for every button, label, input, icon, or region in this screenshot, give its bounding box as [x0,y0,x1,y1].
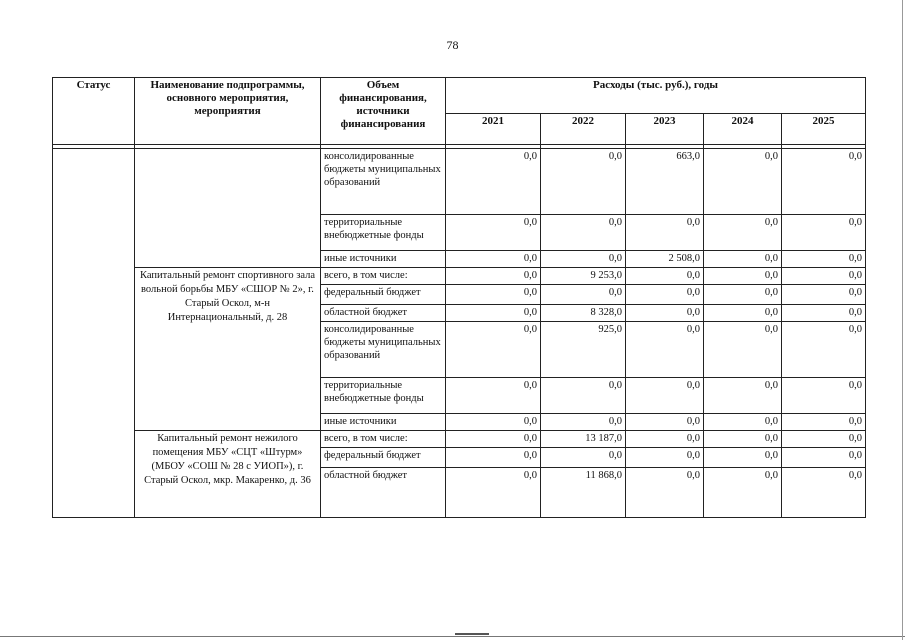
header-year: 2021 [446,114,541,145]
header-year: 2025 [782,114,866,145]
value-cell: 0,0 [782,149,866,215]
funding-source: консолидированные бюджеты муниципальных образований [321,322,446,378]
value-cell: 0,0 [626,322,704,378]
value-cell: 925,0 [541,322,626,378]
value-cell: 0,0 [626,305,704,322]
value-cell: 0,0 [541,285,626,305]
table-row [53,431,866,448]
funding-source: областной бюджет [321,305,446,322]
activity-name: Капитальный ремонт спортивного зала вольной борьбы МБУ «СШОР № 2», г. Старый Оскол, м-н Интернациональный, д. 28 [135,268,321,431]
value-cell: 0,0 [704,149,782,215]
value-cell: 9 253,0 [541,268,626,285]
funding-source: консолидированные бюджеты муниципальных образований [321,149,446,215]
value-cell: 0,0 [704,468,782,518]
value-cell: 0,0 [704,251,782,268]
value-cell: 0,0 [782,268,866,285]
value-cell: 0,0 [782,215,866,251]
value-cell: 0,0 [782,285,866,305]
value-cell: 0,0 [704,285,782,305]
funding-source: иные источники [321,251,446,268]
funding-source: федеральный бюджет [321,448,446,468]
value-cell: 0,0 [626,448,704,468]
value-cell: 0,0 [541,149,626,215]
value-cell: 0,0 [782,468,866,518]
value-cell: 0,0 [782,322,866,378]
value-cell: 0,0 [626,414,704,431]
header-year: 2024 [704,114,782,145]
value-cell: 0,0 [446,285,541,305]
header-name: Наименование подпрограммы, основного мероприятия, мероприятия [135,78,321,145]
value-cell: 8 328,0 [541,305,626,322]
value-cell: 0,0 [782,414,866,431]
funding-source: территориальные внебюджетные фонды [321,378,446,414]
value-cell: 0,0 [541,414,626,431]
funding-table [52,77,866,518]
value-cell: 0,0 [446,268,541,285]
value-cell: 0,0 [782,378,866,414]
value-cell: 0,0 [446,251,541,268]
page-edge [902,0,903,640]
activity-name [135,149,321,268]
value-cell: 0,0 [704,322,782,378]
value-cell: 0,0 [446,378,541,414]
value-cell: 0,0 [446,448,541,468]
value-cell: 0,0 [704,414,782,431]
activity-name: Капитальный ремонт нежилого помещения МБУ «СЦТ «Штурм» (МБОУ «СОШ № 28 с УИОП»), г. Старый Оскол, мкр. Макаренко, д. 36 [135,431,321,518]
value-cell: 11 868,0 [541,468,626,518]
scan-mark [455,633,489,635]
value-cell: 0,0 [782,448,866,468]
value-cell: 0,0 [626,468,704,518]
value-cell: 0,0 [704,431,782,448]
value-cell: 0,0 [704,448,782,468]
funding-source: федеральный бюджет [321,285,446,305]
value-cell: 0,0 [541,251,626,268]
header-year: 2023 [626,114,704,145]
table-row [53,268,866,285]
value-cell: 0,0 [782,431,866,448]
value-cell: 0,0 [446,414,541,431]
page-number: 78 [446,38,459,52]
funding-source: всего, в том числе: [321,431,446,448]
value-cell: 0,0 [704,378,782,414]
value-cell: 663,0 [626,149,704,215]
header-row [53,78,866,114]
value-cell: 0,0 [626,378,704,414]
value-cell: 0,0 [541,215,626,251]
value-cell: 0,0 [704,268,782,285]
value-cell: 13 187,0 [541,431,626,448]
value-cell: 0,0 [704,215,782,251]
value-cell: 0,0 [782,305,866,322]
funding-source: всего, в том числе: [321,268,446,285]
value-cell: 0,0 [446,431,541,448]
value-cell: 2 508,0 [626,251,704,268]
value-cell: 0,0 [446,322,541,378]
page-edge [0,636,905,637]
value-cell: 0,0 [782,251,866,268]
value-cell: 0,0 [704,305,782,322]
value-cell: 0,0 [626,431,704,448]
value-cell: 0,0 [626,268,704,285]
funding-source: территориальные внебюджетные фонды [321,215,446,251]
value-cell: 0,0 [626,285,704,305]
value-cell: 0,0 [446,468,541,518]
status-cell [53,149,135,518]
header-volume: Объем финансирования, источники финансирования [321,78,446,145]
funding-source: иные источники [321,414,446,431]
value-cell: 0,0 [541,378,626,414]
value-cell: 0,0 [626,215,704,251]
value-cell: 0,0 [446,305,541,322]
header-expenses: Расходы (тыс. руб.), годы [446,78,866,114]
value-cell: 0,0 [541,448,626,468]
value-cell: 0,0 [446,215,541,251]
funding-source: областной бюджет [321,468,446,518]
table-row [53,149,866,215]
header-year: 2022 [541,114,626,145]
value-cell: 0,0 [446,149,541,215]
header-status: Статус [53,78,135,145]
